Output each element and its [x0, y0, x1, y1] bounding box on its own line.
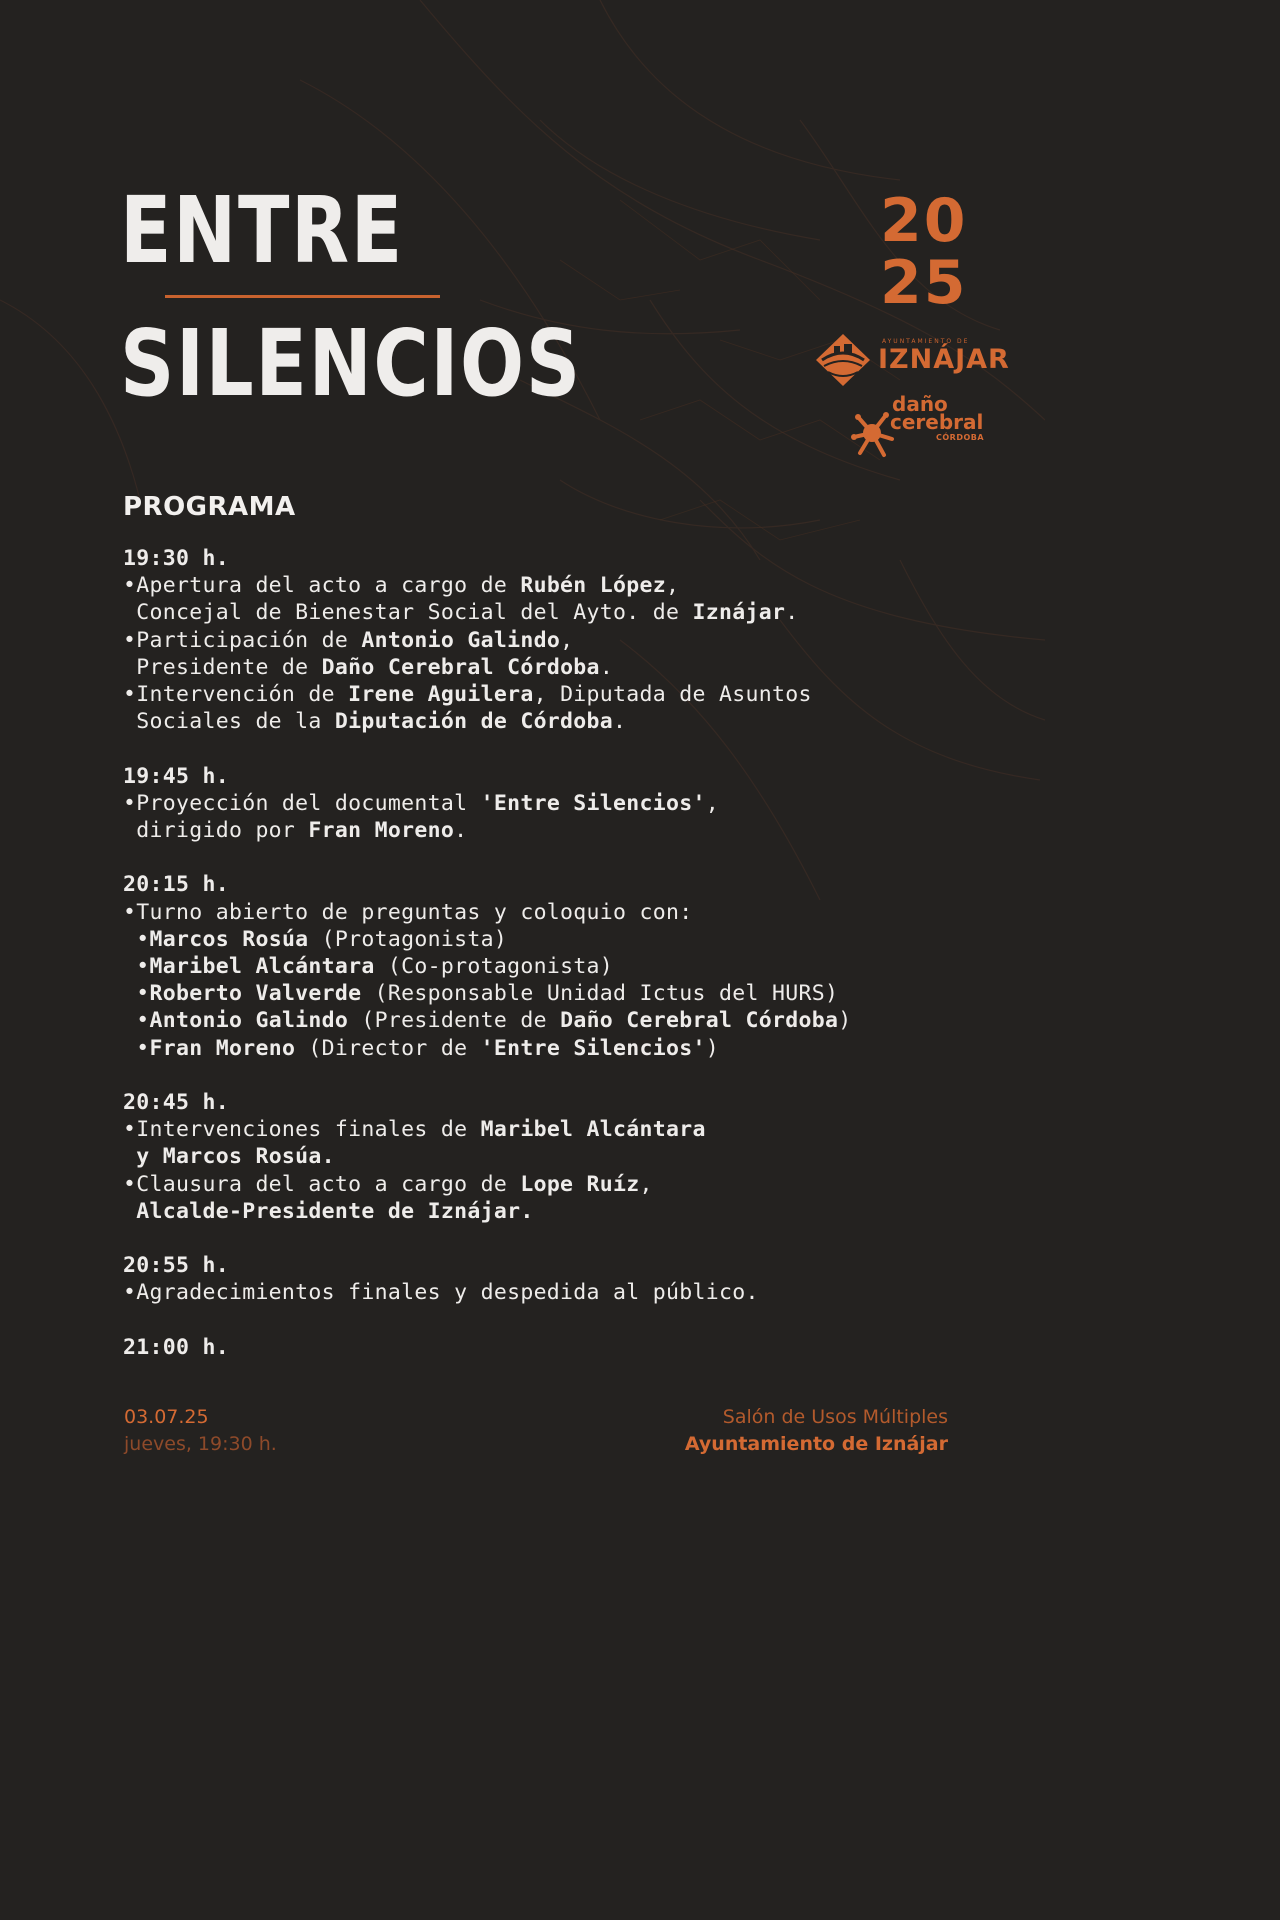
program-item-text: (Presidente de: [348, 1008, 561, 1034]
program-item-line: [123, 980, 851, 1007]
year-badge: [880, 186, 968, 318]
program-item-text: •: [123, 1035, 150, 1061]
program-item-highlight: Daño Cerebral Córdoba: [560, 1008, 839, 1034]
iznajar-logo-name: IZNÁJAR: [878, 344, 1010, 375]
program-item-highlight: Antonio Galindo: [149, 1008, 349, 1034]
program-item-highlight: Irene Aguilera: [348, 682, 534, 708]
program-schedule: [123, 545, 851, 1361]
program-item-text: (Co-protagonista): [374, 954, 614, 980]
program-spacer: [123, 1307, 851, 1334]
program-item-highlight: Roberto Valverde: [149, 981, 362, 1007]
program-item-line: [123, 708, 851, 735]
program-spacer: [123, 1225, 851, 1252]
program-item-text: •Participación de: [123, 627, 362, 653]
program-item-highlight: Diputación de Córdoba: [334, 709, 614, 735]
program-item-line: [123, 899, 851, 926]
program-time: 19:45 h.: [123, 763, 229, 789]
program-block: [123, 1334, 851, 1361]
program-item-text: ,: [705, 790, 719, 816]
program-time: 20:55 h.: [123, 1253, 229, 1279]
program-item-text: •Intervención de: [123, 682, 349, 708]
program-item-text: •Apertura del acto a cargo de: [123, 573, 521, 599]
program-item-highlight: Maribel Alcántara: [480, 1117, 706, 1143]
program-item-text: ,: [560, 627, 574, 653]
dano-cerebral-logo: [850, 393, 1000, 463]
year-top: 20: [880, 186, 968, 256]
title-divider: [165, 295, 440, 298]
year-bottom: 25: [880, 248, 968, 318]
program-item-text: Concejal de Bienestar Social del Ayto. de: [123, 600, 693, 626]
program-item-line: [123, 1035, 851, 1062]
program-block: [123, 763, 851, 845]
title-entre: ENTRE: [120, 177, 404, 284]
event-date: 03.07.25: [124, 1406, 209, 1428]
program-spacer: [123, 735, 851, 762]
program-item-text: , Diputada de Asuntos: [533, 682, 812, 708]
program-item-text: •: [123, 954, 150, 980]
program-item-line: [123, 572, 851, 599]
program-item-highlight: Daño Cerebral Córdoba: [321, 654, 600, 680]
program-item-text: •Turno abierto de preguntas y coloquio con:: [123, 899, 693, 925]
program-item-text: •: [123, 1008, 150, 1034]
program-item-text: ,: [639, 1171, 653, 1197]
program-item-line: [123, 1279, 851, 1306]
program-item-text: Sociales de la: [123, 709, 335, 735]
event-place: Salón de Usos Múltiples: [722, 1406, 948, 1428]
program-spacer: [123, 844, 851, 871]
program-item-text: (Protagonista): [308, 926, 508, 952]
program-item-line: [123, 599, 851, 626]
program-item-text: •: [123, 981, 150, 1007]
program-spacer: [123, 1062, 851, 1089]
program-block: [123, 1252, 851, 1306]
program-item-text: (Director de: [295, 1035, 481, 1061]
program-item-text: [123, 1144, 136, 1169]
program-item-highlight: Iznájar: [692, 600, 786, 626]
dano-logo-city: CÓRDOBA: [936, 433, 985, 442]
iznajar-logo-subtitle: AYUNTAMIENTO DE: [882, 338, 970, 345]
program-item-highlight: 'Entre Silencios': [480, 790, 706, 816]
program-item-line: [123, 1116, 851, 1143]
program-item-line: [123, 1171, 851, 1198]
program-item-highlight: Antonio Galindo: [361, 627, 561, 653]
iznajar-emblem-icon: [812, 330, 874, 390]
program-item-text: .: [785, 600, 799, 626]
event-day-time: jueves, 19:30 h.: [124, 1433, 277, 1455]
dano-logo-word2: cerebral: [890, 410, 984, 434]
program-item-line: [123, 926, 851, 953]
program-block: [123, 871, 851, 1061]
program-item-highlight: Alcalde-Presidente de Iznájar.: [136, 1198, 534, 1224]
program-item-highlight: Fran Moreno: [308, 818, 455, 844]
program-item-line: [123, 627, 851, 654]
program-item-line: [123, 953, 851, 980]
program-block: [123, 1089, 851, 1225]
program-item-text: dirigido por: [123, 818, 309, 844]
program-item-text: .: [454, 818, 468, 844]
program-item-line: [123, 790, 851, 817]
program-item-line: [123, 817, 851, 844]
program-item-highlight: Marcos Rosúa: [149, 926, 309, 952]
program-item-text: .: [599, 654, 614, 680]
program-time: 20:45 h.: [123, 1090, 229, 1116]
program-item-text: •Agradecimientos finales y despedida al público.: [123, 1280, 759, 1306]
program-item-line: [123, 1143, 851, 1170]
title-silencios: SILENCIOS: [120, 310, 582, 417]
program-item-text: [123, 1199, 136, 1224]
program-item-text: .: [613, 709, 627, 735]
program-item-text: (Responsable Unidad Ictus del HURS): [361, 981, 839, 1007]
program-time: 19:30 h.: [123, 546, 229, 571]
program-item-text: Presidente de: [123, 654, 322, 680]
program-item-text: •: [123, 926, 150, 952]
program-item-text: ,: [666, 573, 680, 599]
program-item-highlight: 'Entre Silencios': [480, 1035, 706, 1061]
event-venue: Ayuntamiento de Iznájar: [684, 1433, 948, 1455]
program-item-text: •Clausura del acto a cargo de: [123, 1171, 521, 1197]
program-time: 21:00 h.: [123, 1334, 229, 1360]
program-item-text: •Proyección del documental: [123, 790, 481, 816]
program-item-text: •Intervenciones finales de: [123, 1117, 481, 1143]
program-heading: PROGRAMA: [123, 492, 296, 522]
program-item-line: [123, 1007, 851, 1034]
program-item-text: ): [838, 1008, 852, 1034]
program-item-highlight: Maribel Alcántara: [149, 954, 375, 980]
program-item-text: ): [705, 1035, 720, 1061]
program-item-highlight: Fran Moreno: [149, 1035, 296, 1061]
program-item-line: [123, 681, 851, 708]
program-item-line: [123, 1198, 851, 1225]
program-item-highlight: Rubén López: [520, 573, 667, 599]
program-item-highlight: y Marcos Rosúa.: [136, 1144, 335, 1170]
program-block: [123, 545, 851, 735]
program-item-highlight: Lope Ruíz: [520, 1171, 640, 1197]
program-time: 20:15 h.: [123, 872, 229, 898]
program-item-line: [123, 654, 851, 681]
iznajar-logo: [812, 330, 1012, 390]
dano-logo-word1: daño: [892, 392, 948, 416]
